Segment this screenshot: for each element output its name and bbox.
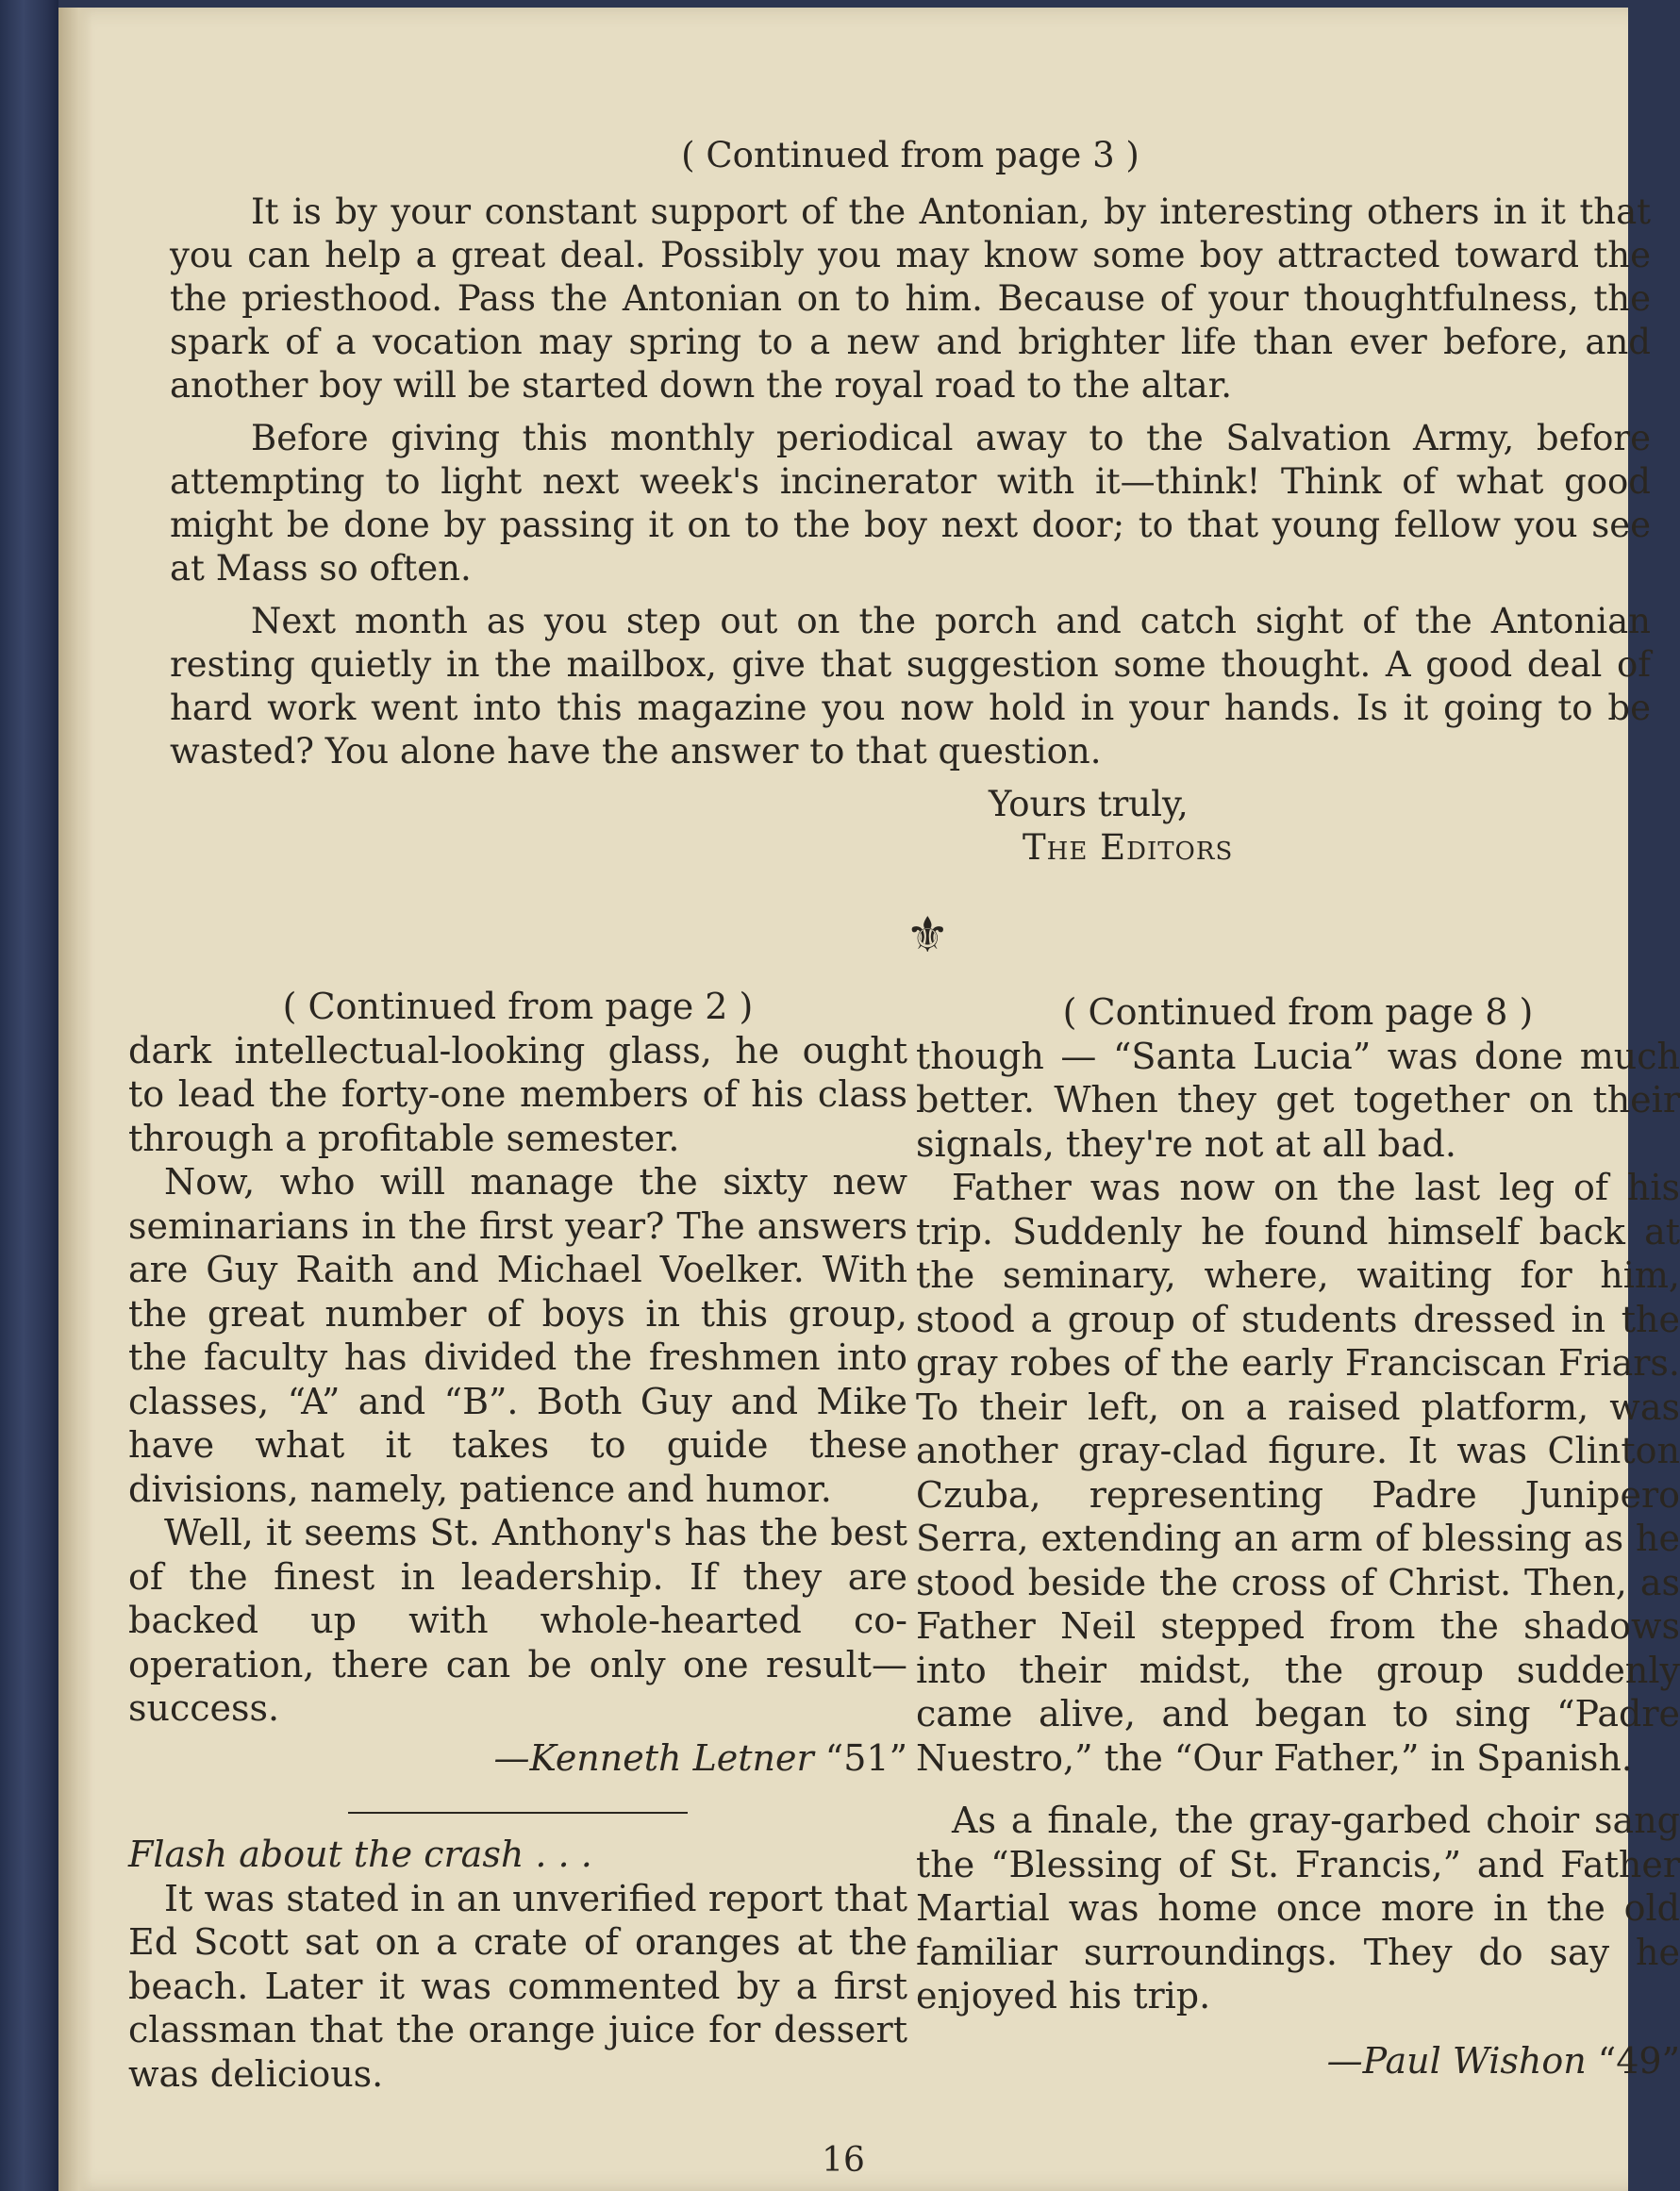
byline-name: —Kenneth Letner — [493, 1736, 814, 1779]
left-column — [128, 985, 907, 2096]
column-paragraph: Now, who will manage the sixty new seminarians in the first year? The answers are Guy Raith and Michael Voelker. With the great number of boys in this group, the faculty has divided the freshmen into classes, “A” and “B”. Both Guy and Mike have what it takes to guide these divisions, namely, patience and humor. — [128, 1161, 907, 1510]
section-divider — [348, 1812, 688, 1814]
letter-signature: The Editors — [1023, 827, 1234, 868]
letter-closing: Yours truly, — [989, 784, 1189, 824]
letter-paragraph: Next month as you step out on the porch and catch sight of the Antonian resting quietly in the mailbox, give that suggestion some thought. A good deal of hard work went into this magazine you now hold in your hands. Is it going to be wasted? You alone have the answer to that question. — [170, 601, 1651, 772]
byline-name: —Paul Wishon — [1326, 2039, 1587, 2082]
magazine-page — [58, 8, 1680, 2191]
column-paragraph: dark intellectual-looking glass, he ought to lead the forty-one members of his class through a profitable semester. — [128, 1029, 907, 1159]
paragraph-gap — [916, 1780, 1680, 1799]
continued-note-page-3: ( Continued from page 3 ) — [681, 135, 1139, 175]
letter-paragraph: Before giving this monthly periodical away to the Salvation Army, before attempting to light next week's incinerator with it—think! Think of what good might be done by passing it on to the boy next door; to that young fellow you see at Mass so often. — [170, 418, 1651, 589]
column-paragraph: As a finale, the gray-garbed choir sang the “Blessing of St. Francis,” and Father Martial was home once more in the old familiar surroundings. They do say he enjoyed his trip. — [916, 1800, 1680, 2017]
section-headline: Flash about the crash . . . — [128, 1834, 592, 1875]
continued-note-page-8: ( Continued from page 8 ) — [1062, 991, 1534, 1033]
byline-year: “51” — [813, 1736, 907, 1779]
editors-letter — [170, 134, 1651, 870]
fleur-de-lis-icon: ⚜ — [906, 907, 950, 964]
byline — [916, 2039, 1680, 2083]
right-column — [916, 985, 1680, 2083]
column-paragraph: It was stated in an unverified report that Ed Scott sat on a crate of oranges at the beach. Later it was commented by a first classman that the orange juice for dessert was delicious. — [128, 1877, 907, 2095]
column-paragraph: Well, it seems St. Anthony's has the best of the finest in leadership. If they are backed up with whole-hearted co-operation, there can be only one result—success. — [128, 1512, 907, 1729]
page-gutter-shadow — [58, 8, 92, 2191]
page-number: 16 — [822, 2141, 865, 2180]
letter-paragraph: It is by your constant support of the Antonian, by interesting others in it that you can help a great deal. Possibly you may know some boy attracted toward the the priesthood. Pass the Antonian on to him. Because of your thoughtfulness, the spark of a vocation may spring to a new and brighter life than ever before, and another boy will be started down the royal road to the altar. — [170, 191, 1651, 406]
byline-year: “49” — [1586, 2039, 1680, 2082]
byline — [128, 1736, 907, 1781]
continued-note-page-2: ( Continued from page 2 ) — [282, 986, 754, 1027]
book-binding — [0, 0, 58, 2191]
column-paragraph: Father was now on the last leg of his trip. Suddenly he found himself back at the seminary, where, waiting for him, stood a group of students dressed in the gray robes of the early Franciscan Friars. To their left, on a raised platform, was another gray-clad figure. It was Clinton Czuba, representing Padre Junipero Serra, extending an arm of blessing as he stood beside the cross of Christ. Then, as Father Neil stepped from the shadows into their midst, the group suddenly came alive, and began to sing “Padre Nuestro,” the “Our Father,” in Spanish. — [916, 1167, 1680, 1779]
column-paragraph: though — “Santa Lucia” was done much better. When they get together on their signals, they're not at all bad. — [916, 1035, 1680, 1165]
